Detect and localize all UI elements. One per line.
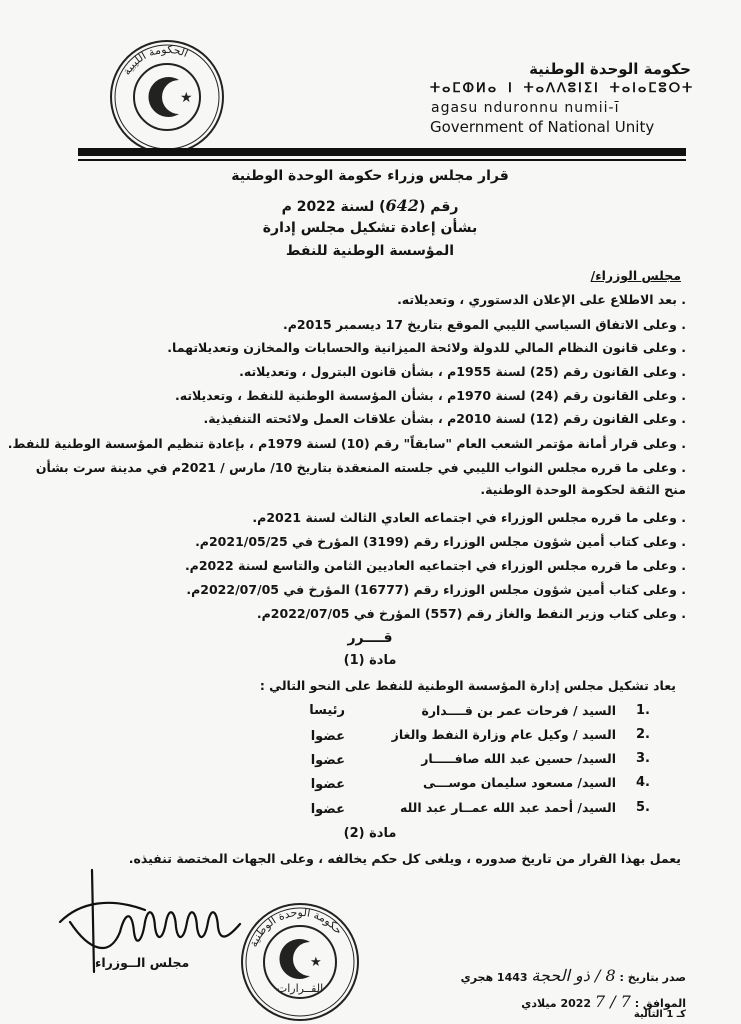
council-label: مجلس الوزراء/ (590, 268, 681, 283)
preamble-line: . وعلى القانون رقم (24) لسنة 1970م ، بشأن المؤسسة الوطنية للنفط ، وتعديلاته. (175, 388, 686, 403)
preamble-line: . وعلى ما قرره مجلس النواب الليبي في جلسته المنعقدة بتاريخ 10/ مارس / 2021م في مدينة سرت بشأن (35, 460, 686, 475)
government-name-tifinagh: ⵜⴰⵎⵀⵍⴰ ⵏ ⵜⴰⴷⴷⵓⵏⵉⵏ ⵜⴰⵏⴰⵎⵓⵔⵜ (430, 81, 695, 96)
decree-title: قرار مجلس وزراء حكومة الوحدة الوطنية (231, 168, 509, 184)
member-name: السيد / فرحات عمر بن قــــدارة (421, 703, 616, 718)
preamble-line: . وعلى القانون رقم (25) لسنة 1955م ، بشأن قانون البترول ، وتعديلاته. (239, 364, 686, 379)
member-role: عضوا (310, 753, 345, 768)
member-index: 1. (636, 703, 650, 718)
government-seal-icon (108, 38, 226, 156)
member-name: السيد/ أحمد عبد الله عمــار عبد الله (400, 800, 616, 815)
preamble-line: . وعلى الاتفاق السياسي الليبي الموقع بتاريخ 17 ديسمبر 2015م. (282, 317, 686, 332)
preamble-line: منح الثقة لحكومة الوحدة الوطنية. (480, 482, 686, 497)
preamble-line: . وعلى قانون النظام المالي للدولة ولائحة الميزانية والحسابات والمخازن وتعديلاتهما. (167, 340, 686, 355)
member-index: 2. (636, 727, 650, 742)
member-name: السيد / وكيل عام وزارة النفط والغاز (391, 727, 616, 742)
member-role: عضوا (310, 729, 345, 744)
gregorian-date-handwritten: 7 / 7 (594, 992, 631, 1011)
svg-text:★: ★ (180, 90, 193, 106)
member-index: 4. (636, 775, 650, 790)
preamble-line: . وعلى ما قرره مجلس الوزراء في اجتماعيه العاديين الثامن والتاسع لسنة 2022م. (184, 558, 686, 573)
preamble-line: . وعلى كتاب أمين شؤون مجلس الوزراء رقم (3199) المؤرخ في 2021/05/25م. (195, 534, 686, 549)
svg-text:★: ★ (310, 955, 322, 970)
issue-date-hijri: صدر بتاريخ : 8 / ذو الحجة 1443 هجري (460, 966, 686, 985)
preamble-line: . وعلى كتاب أمين شؤون مجلس الوزراء رقم (16777) المؤرخ في 2022/07/05م. (186, 582, 686, 597)
government-name-english: Government of National Unity (430, 118, 655, 136)
page-mark: كـ 1 التالية (633, 1009, 686, 1020)
article-2-text: يعمل بهذا القرار من تاريخ صدوره ، ويلغى كل حكم يخالفه ، وعلى الجهات المختصة تنفيذه. (128, 851, 681, 866)
preamble-line: . وعلى ما قرره مجلس الوزراء في اجتماعه العادي الثالث لسنة 2021م. (252, 510, 686, 525)
preamble-line: . بعد الاطلاع على الإعلان الدستوري ، وتعديلاته. (397, 292, 686, 307)
member-name: السيد/ مسعود سليمان موســـى (423, 775, 616, 790)
member-role: عضوا (310, 777, 345, 792)
member-role: عضوا (310, 802, 345, 817)
header-rule-thick (78, 148, 686, 156)
signature-icon (50, 862, 250, 992)
decree-subject-org: المؤسسة الوطنية للنفط (285, 243, 455, 259)
issue-date-gregorian: الموافق : 7 / 7 2022 ميلادي (521, 992, 686, 1011)
decree-number: 642 (385, 196, 419, 215)
signatory-label: مجلس الــوزراء (95, 955, 190, 970)
member-name: السيد/ حسين عبد الله صافـــــار (421, 751, 616, 766)
decree-number-line: رقم (642) لسنة 2022 م (281, 196, 459, 215)
preamble-line: . وعلى قرار أمانة مؤتمر الشعب العام "سابقاً" رقم (10) لسنة 1979م ، بإعادة تنظيم المؤسسة الوطنية للنفط. (7, 436, 686, 451)
decided-heading: قــــرر (347, 630, 393, 646)
svg-text:الحكومة الليبية: الحكومة الليبية (119, 42, 191, 78)
article-1-intro: يعاد تشكيل مجلس إدارة المؤسسة الوطنية للنفط على النحو التالي : (259, 678, 676, 693)
header-rule-thin (78, 159, 686, 161)
svg-text:حكومة الوحدة الوطنية: حكومة الوحدة الوطنية (246, 905, 346, 949)
member-index: 5. (636, 800, 650, 815)
hijri-date-handwritten: 8 / ذو الحجة (531, 966, 616, 985)
government-name-amazigh: agasu nduronnu numii-ī (431, 100, 620, 116)
decree-subject: بشأن إعادة تشكيل مجلس إدارة (262, 220, 478, 236)
government-name-arabic: حكومة الوحدة الوطنية (529, 60, 691, 78)
preamble-line: . وعلى القانون رقم (12) لسنة 2010م ، بشأن علاقات العمل ولائحته التنفيذية. (203, 411, 686, 426)
article-1-heading: مادة (1) (343, 653, 397, 668)
member-index: 3. (636, 751, 650, 766)
decrees-seal-icon (240, 900, 360, 1024)
article-2-heading: مادة (2) (343, 826, 397, 841)
preamble-line: . وعلى كتاب وزير النفط والغاز رقم (557) المؤرخ في 2022/07/05م. (256, 606, 686, 621)
seal-label: القــرارات (276, 982, 324, 995)
member-role: رئيسا (309, 703, 345, 718)
